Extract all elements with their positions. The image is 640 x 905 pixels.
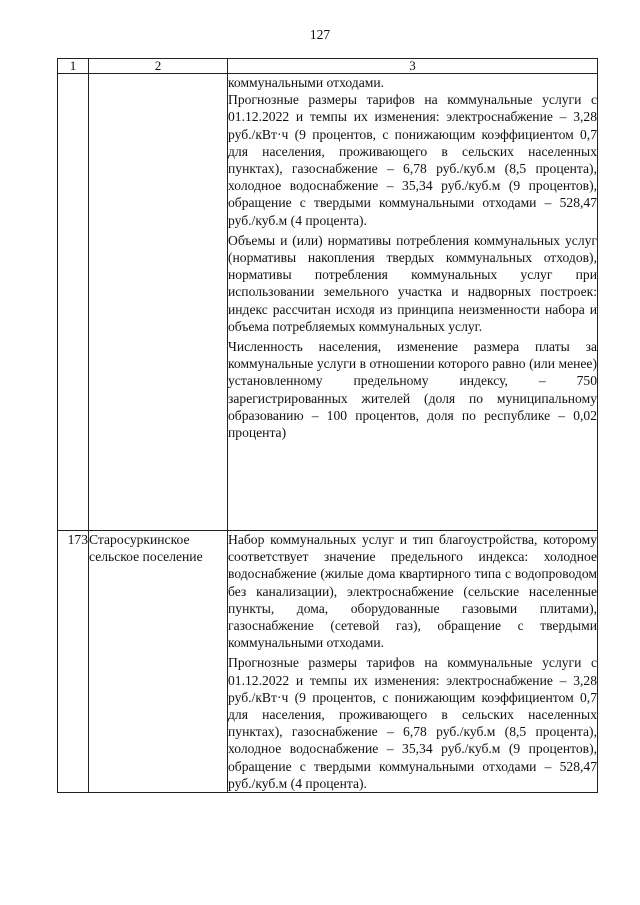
column-header-3: 3 <box>228 59 598 74</box>
column-header-1: 1 <box>58 59 89 74</box>
description-paragraph: Объемы и (или) нормативы потребления коммунальных услуг (нормативы накопления твердых коммунальных отходов), нормативы потребления коммунальных услуг при использовании земельного участка и надворных построек: индекс рассчитан исходя из принципа неизменности набора и объема потребляемых коммунальных услуг. <box>228 232 597 334</box>
page-number: 127 <box>309 27 331 42</box>
table-header-row <box>58 59 598 74</box>
row-number <box>58 74 89 531</box>
municipality-name: Старосуркинское сельское поселение <box>89 531 228 793</box>
row-number: 173 <box>58 531 89 793</box>
table-row <box>58 531 598 793</box>
description-paragraph: Численность населения, изменение размера платы за коммунальные услуги в отношении которого равно (или менее) установленному предельному индексу, – 750 зарегистрированных жителей (доля по муниципальному образованию – 100 процентов, доля по республике – 0,02 процента) <box>228 339 597 441</box>
description-paragraph: Прогнозные размеры тарифов на коммунальные услуги с 01.12.2022 и темпы их изменения: электроснабжение – 3,28 руб./кВт·ч (9 процентов, с понижающим коэффициентом 0,7 для населения, проживающего в сельских населенных пунктах), газоснабжение – 6,78 руб./куб.м (8,5 процента), холодное водоснабжение – 35,34 руб./куб.м (9 процентов), обращение с твердыми коммунальными отходами – 528,47 руб./куб.м (4 процента). <box>228 92 597 228</box>
municipality-name <box>89 74 228 531</box>
description-cell <box>228 74 598 531</box>
table-row <box>58 74 598 531</box>
description-cell <box>228 531 598 793</box>
description-paragraph: коммунальными отходами. <box>228 75 385 90</box>
tariff-table <box>57 58 598 793</box>
description-paragraph: Набор коммунальных услуг и тип благоустройства, которому соответствует значение предельного индекса: холодное водоснабжение (жилые дома квартирного типа с водопроводом без канализации), электроснабжение (сельские населенные пункты, дома, оборудованные газовыми плитами), газоснабжение (сетевой газ), обращение с твердыми коммунальными отходами. <box>228 532 597 651</box>
description-paragraph: Прогнозные размеры тарифов на коммунальные услуги с 01.12.2022 и темпы их изменения: электроснабжение – 3,28 руб./кВт·ч (9 процентов, с понижающим коэффициентом 0,7 для населения, проживающего в сельских населенных пунктах), газоснабжение – 6,78 руб./куб.м (8,5 процента), холодное водоснабжение – 35,34 руб./куб.м (9 процентов), обращение с твердыми коммунальными отходами – 528,47 руб./куб.м (4 процента). <box>228 655 597 791</box>
column-header-2: 2 <box>89 59 228 74</box>
